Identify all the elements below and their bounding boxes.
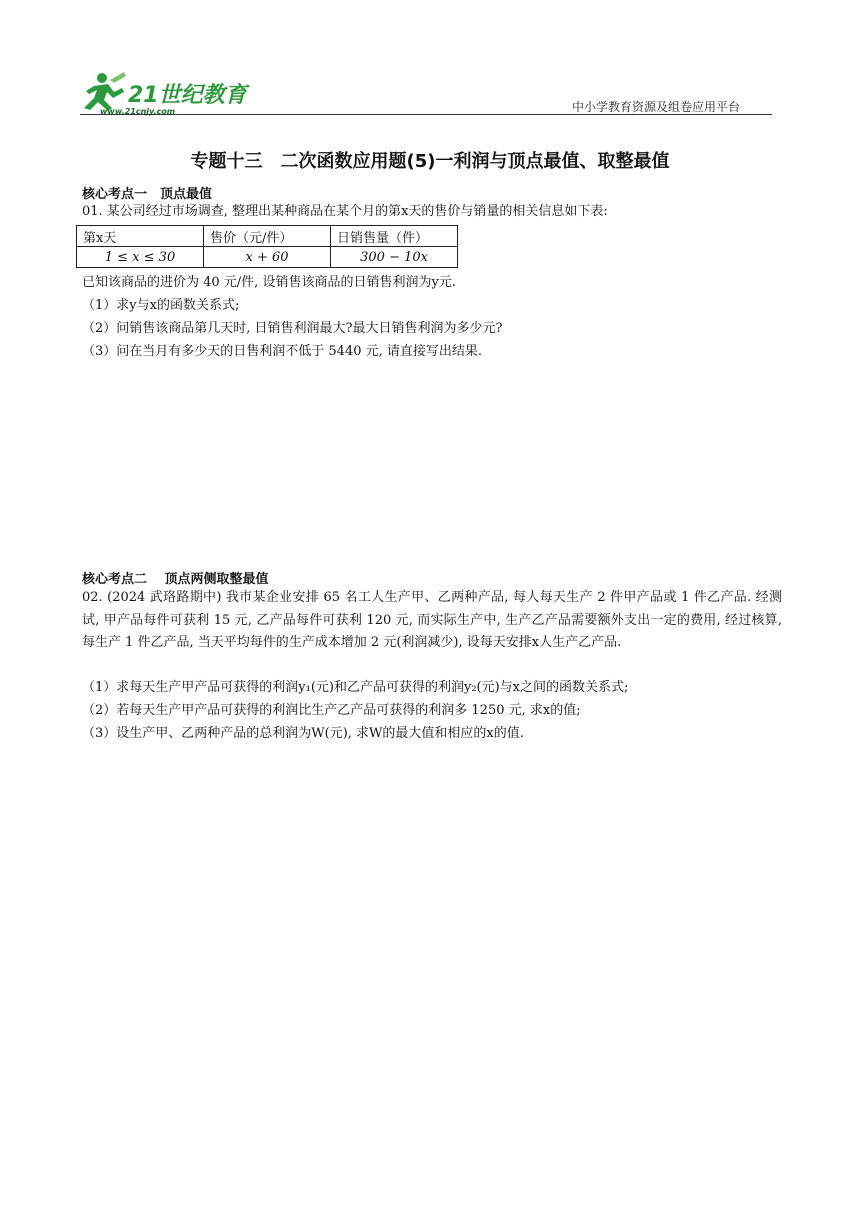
table-header-cell: 售价（元/件） xyxy=(204,226,331,247)
table-cell: 300 − 10x xyxy=(331,247,458,268)
table-header-cell: 日销售量（件） xyxy=(331,226,458,247)
question-2-item-1: （1）求每天生产甲产品可获得的利润y₁(元)和乙产品可获得的利润y₂(元)与x之间的函数关系式; xyxy=(82,680,629,695)
header-divider xyxy=(80,114,772,115)
runner-icon xyxy=(84,72,126,111)
logo-url: www.21cnjy.com xyxy=(100,107,176,116)
site-logo xyxy=(80,70,250,116)
table-header-cell: 第x天 xyxy=(77,226,204,247)
table-header-row xyxy=(77,226,458,247)
question-1-intro: 01. 某公司经过市场调查, 整理出某种商品在某个月的第x天的售价与销量的相关信息如下表: xyxy=(82,204,608,219)
table-cell: 1 ≤ x ≤ 30 xyxy=(77,247,204,268)
section-heading-1: 核心考点一 顶点最值 xyxy=(82,187,213,202)
question-2-item-3: （3）设生产甲、乙两种产品的总利润为W(元), 求W的最大值和相应的x的值. xyxy=(82,726,524,741)
question-2-intro: 02. (2024 武珞路期中) 我市某企业安排 65 名工人生产甲、乙两种产品, 每人每天生产 2 件甲产品或 1 件乙产品. 经测试, 甲产品每件可获利 15 元, 乙产品每件可获利 120 元, 而实际生产中, 生产乙产品需要额外支出一定的费用, 经过核算, 每生产 1 件乙产品, 当天平均每件的生产成本增加 2 元(利润减少), 设每天安排x人生产乙产品. xyxy=(82,590,782,650)
page-title: 专题十三 二次函数应用题(5)一利润与顶点最值、取整最值 xyxy=(190,151,670,172)
platform-name: 中小学教育资源及组卷应用平台 xyxy=(571,100,740,114)
section-heading-2: 核心考点二 顶点两侧取整最值 xyxy=(82,572,269,587)
question-2-item-2: （2）若每天生产甲产品可获得的利润比生产乙产品可获得的利润多 1250 元, 求x的值; xyxy=(82,703,581,718)
price-sales-table xyxy=(76,225,458,268)
question-1-condition: 已知该商品的进价为 40 元/件, 设销售该商品的日销售利润为y元. xyxy=(82,275,456,290)
table-cell: x + 60 xyxy=(204,247,331,268)
question-1-item-3: （3）问在当月有多少天的日售利润不低于 5440 元, 请直接写出结果. xyxy=(82,344,483,359)
question-1-item-1: （1）求y与x的函数关系式; xyxy=(82,298,240,313)
logo-title: 21世纪教育 xyxy=(128,83,247,108)
table-row xyxy=(77,247,458,268)
question-1-item-2: （2）问销售该商品第几天时, 日销售利润最大?最大日销售利润为多少元? xyxy=(82,321,503,336)
